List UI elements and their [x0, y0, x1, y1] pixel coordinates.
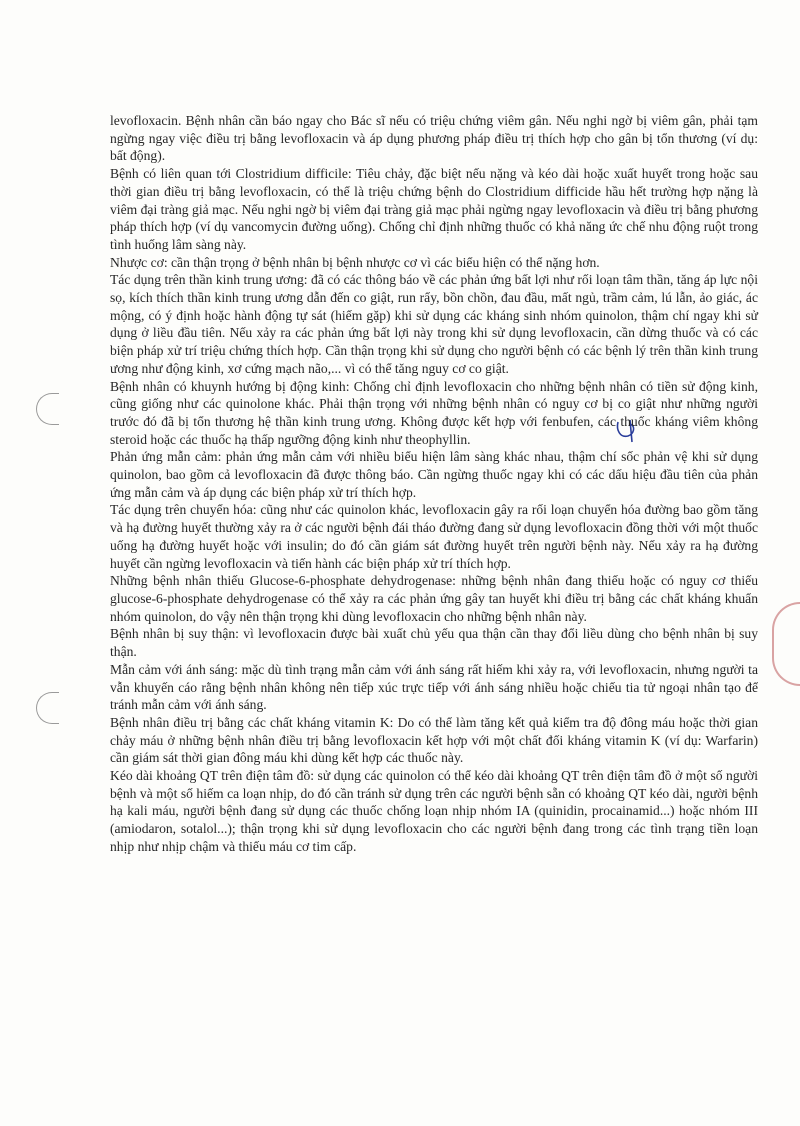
paragraph-qt-prolongation: Kéo dài khoảng QT trên điện tâm đồ: sử dụng các quinolon có thể kéo dài khoảng QT trên điện tâm đồ ở một số người bệnh và một số hiếm ca loạn nhịp, do đó cần tránh sử dụng trên các người bệnh sẵn có khoảng QT kéo dài, người bệnh hạ kali máu, người bệnh đang sử dụng các thuốc chống loạn nhịp nhóm IA (quinidin, procainamid...) hoặc nhóm III (amiodaron, sotalol...); thận trọng khi sử dụng levofloxacin cho các người bệnh đang trong các tình trạng tiền loạn nhịp như nhịp chậm và thiếu máu cơ tim cấp.	[110, 768, 758, 854]
paragraph-myasthenia: Nhược cơ: cần thận trọng ở bệnh nhân bị bệnh nhược cơ vì các biểu hiện có thể nặng hơn.	[110, 254, 600, 270]
paragraph-vitamin-k: Bệnh nhân điều trị bằng các chất kháng vitamin K: Do có thể làm tăng kết quả kiểm tra độ đông máu hoặc thời gian chảy máu ở những bệnh nhân điều trị bằng levofloxacin kết hợp với một chất đối kháng vitamin K (ví dụ: Warfarin) cần giám sát thời gian đông máu khi dùng kết hợp các thuốc này.	[110, 714, 758, 766]
binder-hole-bottom	[36, 692, 59, 724]
paragraph-clostridium: Bệnh có liên quan tới Clostridium difficile: Tiêu chảy, đặc biệt nếu nặng và kéo dài hoặc xuất huyết trong hoặc sau thời gian điều trị bằng levofloxacin, có thể là triệu chứng bệnh do Clostridium difficide hầu hết trường hợp nặng là viêm đại tràng giả mạc. Nếu nghi ngờ bị viêm đại tràng giả mạc phải ngừng ngay levofloxacin và điều trị bằng phương pháp thích hợp (ví dụ vancomycin đường uống). Chống chỉ định những thuốc có khả năng ức chế nhu động ruột trong tình huống lâm sàng này.	[110, 166, 758, 252]
binder-hole-top	[36, 393, 59, 425]
paragraph-renal: Bệnh nhân bị suy thận: vì levofloxacin được bài xuất chủ yếu qua thận cần thay đổi liều dùng cho bệnh nhân bị suy thận.	[110, 626, 758, 660]
paragraph-hypersensitivity: Phản ứng mẫn cảm: phản ứng mẫn cảm với nhiều biểu hiện lâm sàng khác nhau, thậm chí sốc phản vệ khi sử dụng quinolon, bao gồm cả levofloxacin đã được thông báo. Cần ngừng thuốc ngay khi có các dấu hiệu đầu tiên của phản ứng mẫn cảm và áp dụng các biện pháp xử trí thích hợp.	[110, 449, 758, 500]
paragraph-cns-effects: Tác dụng trên thần kinh trung ương: đã có các thông báo về các phản ứng bất lợi như rối loạn tâm thần, tăng áp lực nội sọ, kích thích thần kinh trung ương dẫn đến co giật, run rẩy, bồn chồn, đau đầu, mất ngủ, trầm cảm, lú lẫn, ảo giác, ác mộng, có ý định hoặc hành động tự sát (hiếm gặp) khi sử dụng các kháng sinh nhóm quinolon, thậm chí ngay khi sử dụng ở liều đầu tiên. Nếu xảy ra các phản ứng bất lợi này trong khi sử dụng levofloxacin, cần dừng thuốc và có các biện pháp xử trí triệu chứng thích hợp. Cần thận trọng khi sử dụng cho người bệnh có các bệnh lý trên thần kinh trung ương như động kinh, xơ cứng mạch não,... vì có thể tăng nguy cơ co giật.	[110, 272, 758, 376]
paragraph-g6pd: Những bệnh nhân thiếu Glucose-6-phosphate dehydrogenase: những bệnh nhân đang thiếu hoặc có nguy cơ thiếu glucose-6-phosphate dehydrogenase có thể xảy ra các phản ứng gây tan huyết khi điều trị bằng các chất kháng khuẩn nhóm quinolon, do vậy nên thận trọng khi dùng levofloxacin cho những bệnh nhân này.	[110, 573, 758, 624]
paragraph-photosensitivity: Mẫn cảm với ánh sáng: mặc dù tình trạng mẫn cảm với ánh sáng rất hiếm khi xảy ra, với levofloxacin, nhưng người ta vẫn khuyến cáo rằng bệnh nhân không nên tiếp xúc trực tiếp với ánh sáng nhiều hoặc chiếu tia tử ngoại nhân tạo để tránh mẫn cảm với ánh sáng.	[110, 661, 758, 713]
paragraph-metabolism: Tác dụng trên chuyển hóa: cũng như các quinolon khác, levofloxacin gây ra rối loạn chuyển hóa đường bao gồm tăng và hạ đường huyết thường xảy ra ở các người bệnh đái tháo đường đang sử dụng levofloxacin đồng thời với một thuốc uống hạ đường huyết hoặc với insulin; do đó cần giám sát đường huyết trên người bệnh này. Nếu xảy ra hạ đường huyết cần ngừng levofloxacin và tiến hành các biện pháp xử trí thích hợp.	[110, 502, 758, 571]
paragraph-tendonitis: levofloxacin. Bệnh nhân cần báo ngay cho Bác sĩ nếu có triệu chứng viêm gân. Nếu nghi ngờ bị viêm gân, phải tạm ngừng ngay việc điều trị bằng levofloxacin và áp dụng phương pháp điều trị thích hợp cho gân bị tổn thương (ví dụ: bất động).	[110, 113, 758, 164]
paragraph-epilepsy: Bệnh nhân có khuynh hướng bị động kinh: Chống chỉ định levofloxacin cho những bệnh nhân có tiền sử động kinh, cũng giống như các quinolone khác. Phải thận trọng với những bệnh nhân có nguy cơ bị co giật như những người trước đó đã bị tổn thương hệ thần kinh trung ương. Không được kết hợp với fenbufen, các thuốc kháng viêm không steroid hoặc các thuốc hạ thấp ngưỡng động kinh như theophyllin.	[110, 378, 758, 447]
stamp-mark	[772, 602, 800, 686]
document-body	[110, 112, 758, 856]
